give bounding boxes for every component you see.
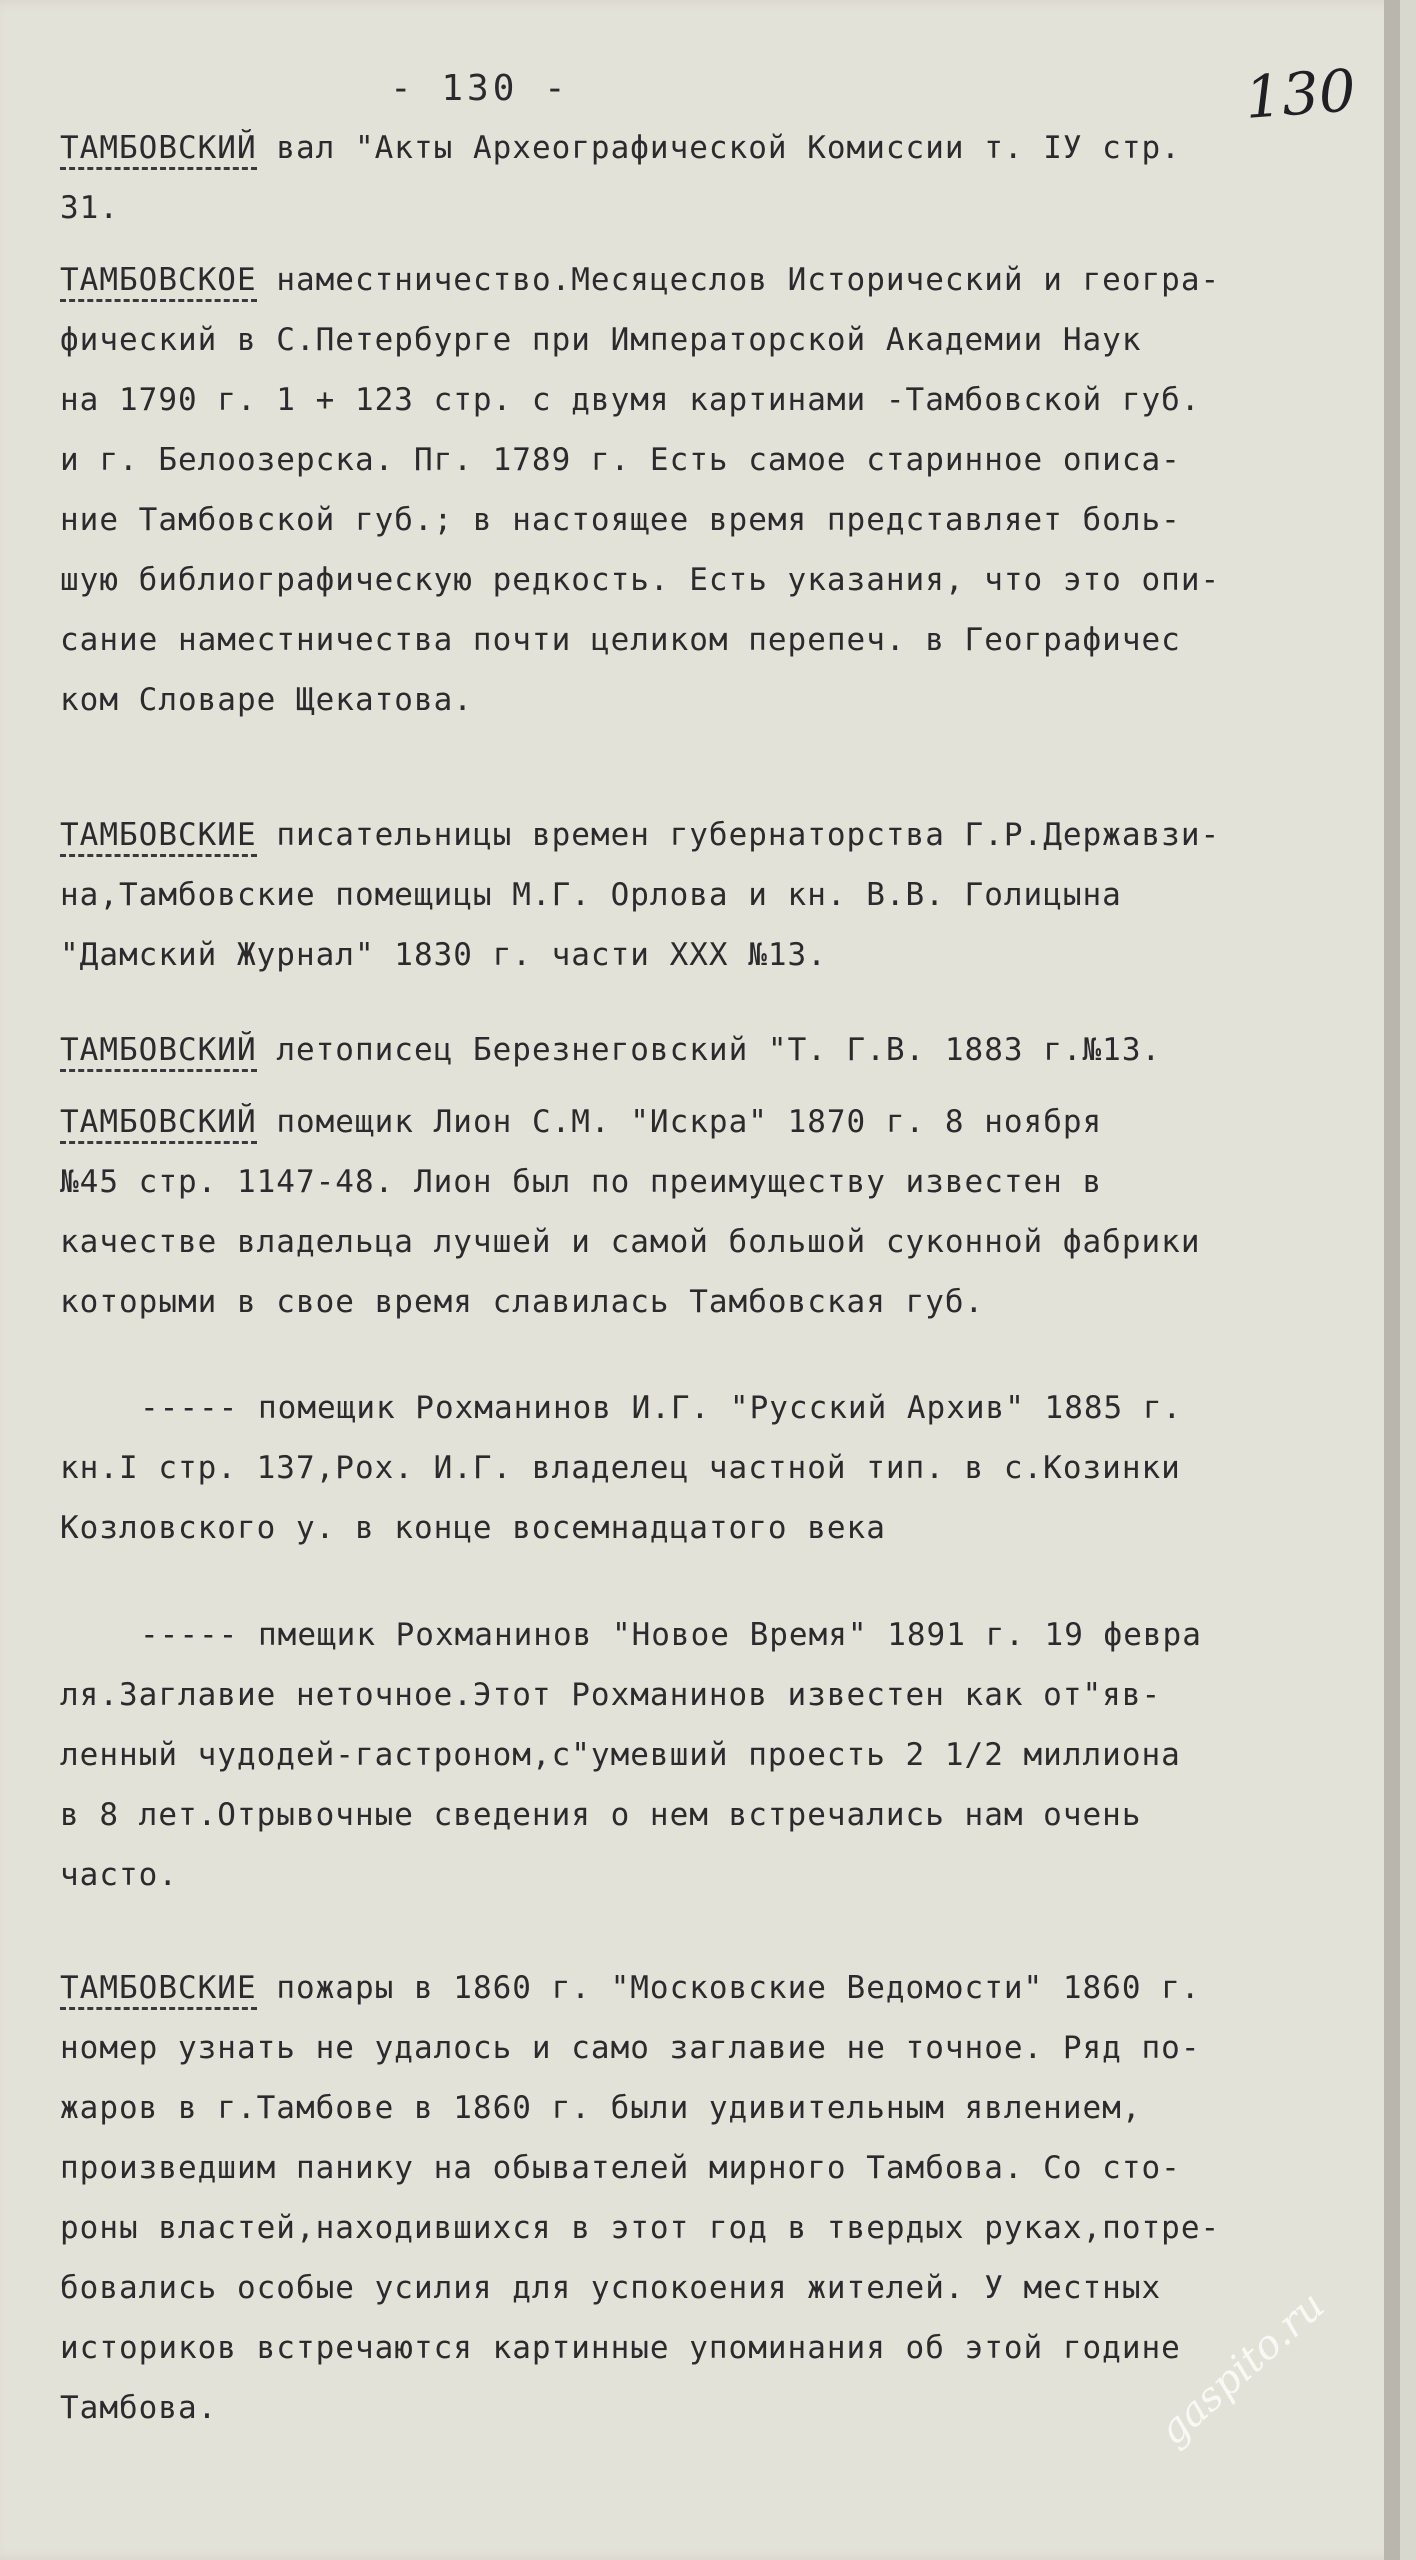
entry-line: ние Тамбовской губ.; в настоящее время представляет боль- xyxy=(60,502,1181,538)
entry-line: ленный чудодей-гастроном,с"умевший проесть 2 1/2 миллиона xyxy=(60,1737,1181,1773)
entry-heading: ТАМБОВСКИЕ xyxy=(60,1958,257,2018)
entry-line: шую библиографическую редкость. Есть указания, что это опи- xyxy=(60,562,1221,598)
entry-line: наместничество.Месяцеслов Исторический и геогра- xyxy=(276,262,1221,298)
entry-line: сание наместничества почти целиком перепеч. в Географичес xyxy=(60,622,1181,658)
entry-dash: ----- xyxy=(140,1390,239,1426)
entry-line: жаров в г.Тамбове в 1860 г. были удивительным явлением, xyxy=(60,2090,1142,2126)
entry-tambovsky-pomeshchik-lion xyxy=(60,1092,1350,1332)
entry-dash: ----- xyxy=(140,1617,239,1653)
entry-tambovskie-pisatelnitsy xyxy=(60,805,1350,985)
entry-line: роны властей,находившихся в этот год в твердых руках,потре- xyxy=(60,2210,1221,2246)
entry-line: Козловского у. в конце восемнадцатого века xyxy=(60,1510,886,1546)
page-edge xyxy=(1384,0,1400,2560)
entry-heading: ТАМБОВСКОЕ xyxy=(60,250,257,310)
entry-line: часто. xyxy=(60,1857,178,1893)
watermark: gaspito.ru xyxy=(1150,2282,1334,2455)
entry-rokhmaninov-russky-arkhiv xyxy=(60,1378,1416,1558)
entry-line: 31. xyxy=(60,190,119,226)
page-number: - 130 - xyxy=(390,68,570,109)
entry-tambovsky-letopisets xyxy=(60,1020,1350,1080)
entry-line: пожары в 1860 г. "Московские Ведомости" 1860 г. xyxy=(276,1970,1201,2006)
entry-tambovsky-val xyxy=(60,118,1350,238)
entry-line: помещик Рохманинов И.Г. "Русский Архив" 1885 г. xyxy=(258,1390,1183,1426)
entry-line: которыми в свое время славилась Тамбовская губ. xyxy=(60,1284,985,1320)
entry-line: пмещик Рохманинов "Новое Время" 1891 г. 19 февра xyxy=(258,1617,1202,1653)
entry-line: на 1790 г. 1 + 123 стр. с двумя картинами -Тамбовской губ. xyxy=(60,382,1201,418)
entry-line: на,Тамбовские помещицы М.Г. Орлова и кн. В.В. Голицына xyxy=(60,877,1122,913)
entry-line: "Дамский Журнал" 1830 г. части XXX №13. xyxy=(60,937,827,973)
entry-line: Тамбова. xyxy=(60,2390,218,2426)
entry-line: ля.Заглавие неточное.Этот Рохманинов известен как от"яв- xyxy=(60,1677,1162,1713)
entry-heading: ТАМБОВСКИЙ xyxy=(60,1092,257,1152)
entry-heading: ТАМБОВСКИЙ xyxy=(60,118,257,178)
entry-line: номер узнать не удалось и само заглавие не точное. Ряд по- xyxy=(60,2030,1201,2066)
entry-line: помещик Лион С.М. "Искра" 1870 г. 8 ноября xyxy=(276,1104,1103,1140)
entry-line: вал "Акты Археографической Комиссии т. IУ стр. xyxy=(276,130,1181,166)
entry-tambovskoe-namestnichestvo xyxy=(60,250,1350,730)
entry-line: кн.I стр. 137,Рох. И.Г. владелец частной тип. в с.Козинки xyxy=(60,1450,1181,1486)
entry-line: качестве владельца лучшей и самой большой суконной фабрики xyxy=(60,1224,1201,1260)
handwritten-page-number: 130 xyxy=(1242,56,1358,132)
entry-line: №45 стр. 1147-48. Лион был по преимуществу известен в xyxy=(60,1164,1103,1200)
entry-line: в 8 лет.Отрывочные сведения о нем встречались нам очень xyxy=(60,1797,1142,1833)
entry-line: писательницы времен губернаторства Г.Р.Державзи- xyxy=(276,817,1221,853)
entry-heading: ТАМБОВСКИЙ xyxy=(60,1020,257,1080)
entry-line: ком Словаре Щекатова. xyxy=(60,682,473,718)
entry-tambovskie-pozhary xyxy=(60,1958,1350,2438)
entry-heading: ТАМБОВСКИЕ xyxy=(60,805,257,865)
entry-line: летописец Березнеговский "Т. Г.В. 1883 г.№13. xyxy=(276,1032,1162,1068)
entry-line: фический в С.Петербурге при Императорской Академии Наук xyxy=(60,322,1142,358)
entry-rokhmaninov-novoe-vremya xyxy=(60,1605,1416,1905)
entry-line: произведшим панику на обывателей мирного Тамбова. Со сто- xyxy=(60,2150,1181,2186)
entry-line: и г. Белоозерска. Пг. 1789 г. Есть самое старинное описа- xyxy=(60,442,1181,478)
entry-line: историков встречаются картинные упоминания об этой године xyxy=(60,2330,1181,2366)
entry-line: бовались особые усилия для успокоения жителей. У местных xyxy=(60,2270,1162,2306)
